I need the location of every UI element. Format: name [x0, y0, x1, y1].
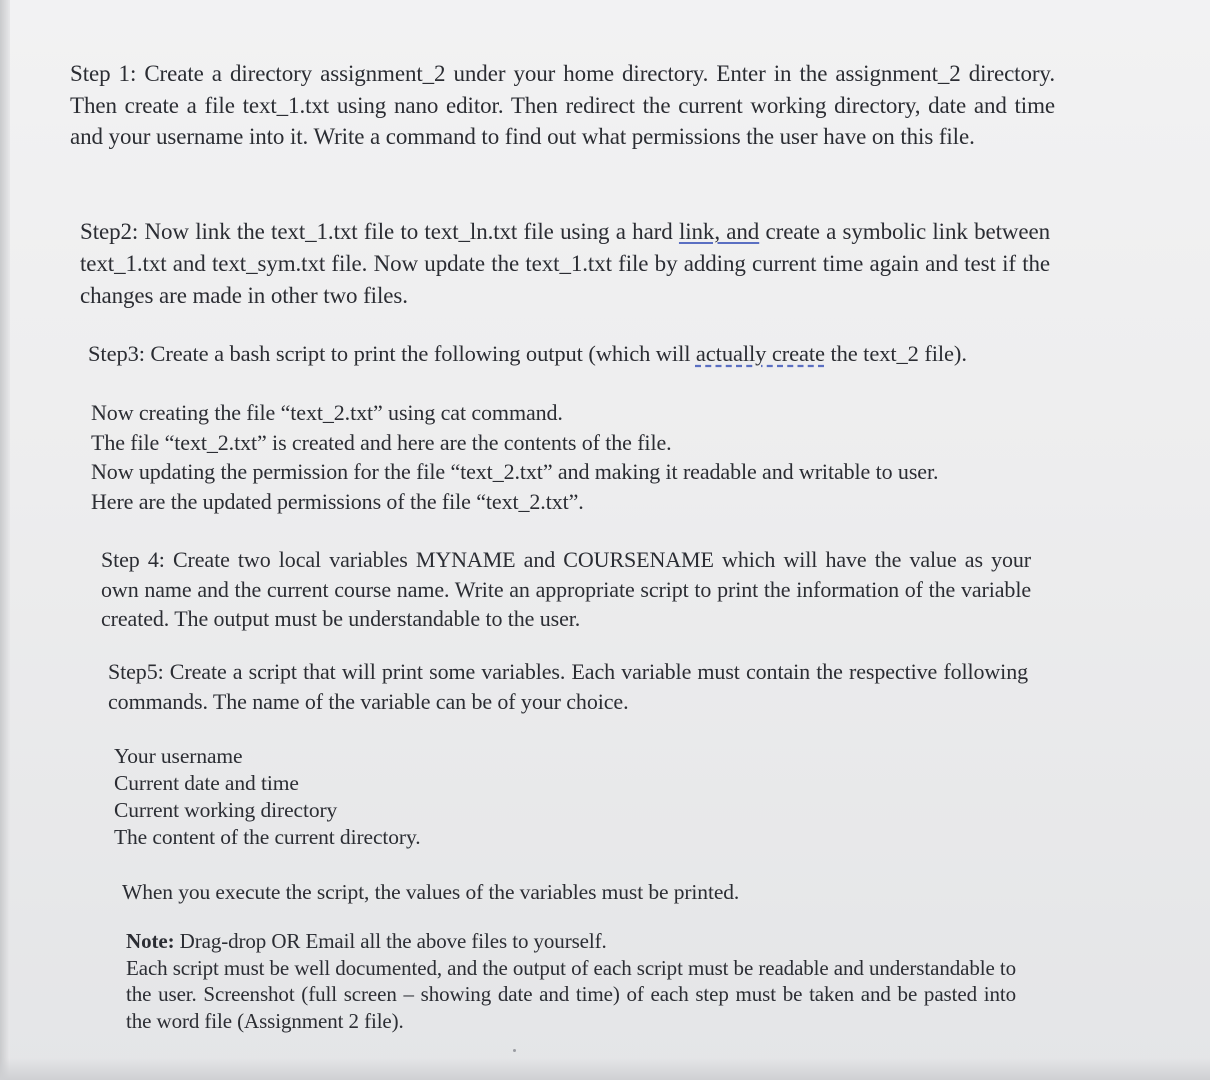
note-label: Note: — [126, 929, 175, 953]
step-1-text: Step 1: Create a directory assignment_2 under your home directory. Enter in the assignment_2 directory. Then create a file text_1.txt using nano editor. Then redirect the current working directory, date and time and your username into it. Write a command to find out what permissions the user have on this file. — [70, 61, 1055, 149]
note-section — [126, 928, 1016, 1034]
note-first-line-text: Drag-drop OR Email all the above files to yourself. — [174, 929, 607, 953]
step-5-text: Step5: Create a script that will print some variables. Each variable must contain the respective following commands. The name of the variable can be of your choice. — [108, 659, 1028, 714]
screen-speck — [513, 1049, 516, 1052]
step-2-text — [80, 216, 1050, 312]
execution-note — [122, 877, 739, 909]
step-3-text-after: the text_2 file). — [824, 341, 967, 366]
step-3-text — [88, 338, 967, 370]
step-3-output-line: Now creating the file “text_2.txt” using cat command. — [91, 400, 563, 425]
step-2-paragraph — [80, 216, 1050, 312]
step-2-underlined-phrase: link, and — [678, 219, 760, 244]
step-3-output-lines — [91, 398, 938, 516]
note-body: Each script must be well documented, and the output of each script must be readable and understandable to the user. Screenshot (full screen – showing date and time) of each step must be taken and be pasted into the word file (Assignment 2 file). — [126, 955, 1016, 1033]
step-1-paragraph — [70, 58, 1055, 153]
note-first-line — [126, 928, 1016, 955]
step-3-output-line: Now updating the permission for the file “text_2.txt” and making it readable and writable to user. — [91, 459, 939, 484]
step-3-output-line: Here are the updated permissions of the file “text_2.txt”. — [91, 488, 584, 514]
step-3-underlined-phrase: actually create — [695, 341, 825, 366]
step-3-output-line: The file “text_2.txt” is created and here are the contents of the file. — [91, 429, 672, 455]
step-5-item: The content of the current directory. — [114, 825, 421, 849]
execution-note-text: When you execute the script, the values of the variables must be printed. — [122, 880, 740, 904]
step-5-paragraph — [108, 657, 1028, 716]
screen-shadow-bottom — [0, 1058, 1210, 1080]
step-4-text: Step 4: Create two local variables MYNAME and COURSENAME which will have the value as your own name and the current course name. Write an appropriate script to print the information of the variable created. The output must be understandable to the user. — [101, 547, 1031, 631]
step-2-text-after: create a symbolic link between text_1.txt and text_sym.txt file. Now update the text_1.txt file by adding current time again and test if the changes are made in other two files. — [80, 219, 1051, 308]
step-5-item: Current working directory — [114, 798, 338, 822]
step-3-paragraph — [88, 338, 967, 370]
monitor-bezel-left — [0, 0, 10, 1080]
step-2-text-before: Step2: Now link the text_1.txt file to text_ln.txt file using a hard — [80, 219, 679, 244]
step-5-items — [114, 743, 421, 851]
step-5-item: Your username — [114, 744, 243, 768]
step-4-paragraph — [101, 545, 1031, 634]
step-3-text-before: Step3: Create a bash script to print the following output (which will — [88, 341, 696, 366]
step-5-item: Current date and time — [114, 771, 299, 795]
